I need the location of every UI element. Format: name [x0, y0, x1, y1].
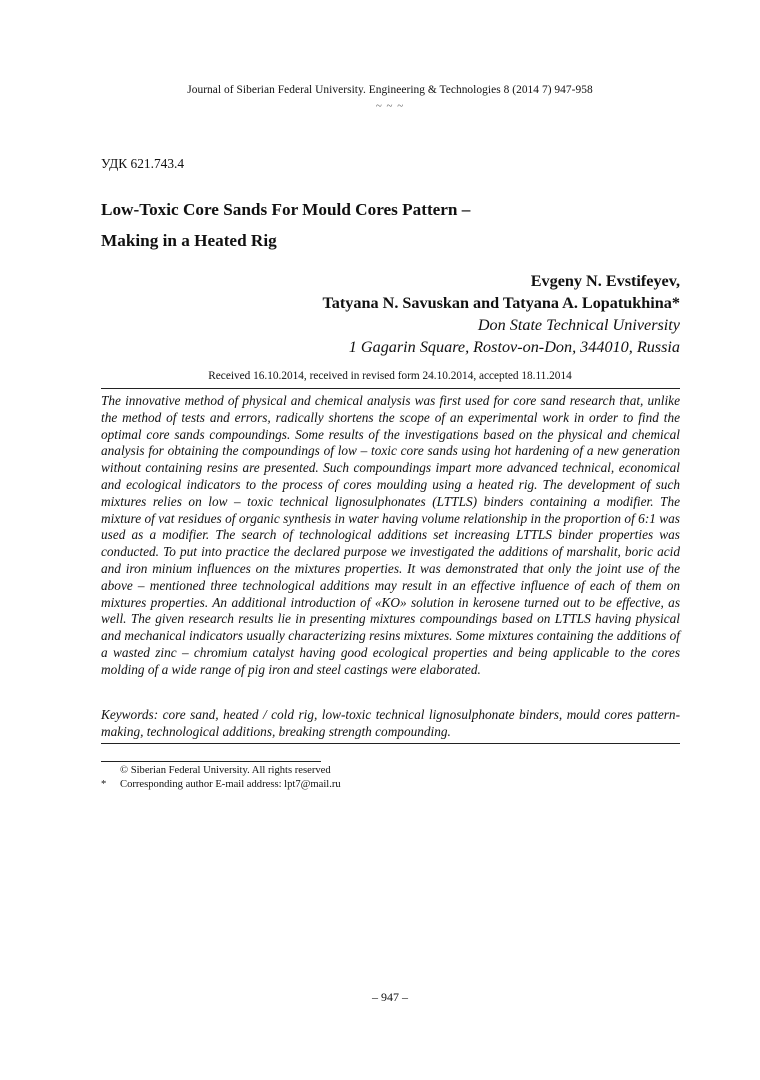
abstract: The innovative method of physical and chemical analysis was first used for core sand research that, unlike the method of tests and errors, radically shortens the scope of an experimental work in order to find the optimal core sands compoundings. Some results of the investigations based on the physical and chemical analysis for obtaining the compoundings of low – toxic core sands using hot hardening of a new generation without containing resins are presented. Such compoundings impart more advanced technical, economical and ecological indicators to the process of cores moulding using a heated rig. The development of such mixtures relies on low – toxic technical lignosulphonates (LTTLS) binders containing a modifier. The mixture of vat residues of organic synthesis in water having volume relationship in the proportion of 6:1 was used as a modifier. The search of technological additions set increasing LTTLS binder properties was conducted. To put into practice the declared purpose we investigated the additions of marshalit, boric acid and iron minium influences on the mixtures properties. It was demonstrated that only the joint use of the above – mentioned three technological additions may result in an effective influence of each of them on mixtures properties. An additional introduction of «KO» solution in kerosene turned out to be effective, as well. The given research results lie in presenting mixtures compoundings based on LTTLS having physical and mechanical indicators usually characterizing resins mixtures. Some mixtures containing the additions of a wasted zinc – chromium catalyst having good ecological properties and being applicable to the cores molding of a wide range of pig iron and steel castings were elaborated. — [101, 393, 680, 677]
footnote-corresponding — [101, 778, 341, 792]
paper-title — [101, 194, 661, 256]
title-line-2: Making in a Heated Rig — [101, 231, 277, 250]
header-ornament: ~ ~ ~ — [375, 100, 405, 112]
authors-line-2: Tatyana N. Savuskan and Tatyana A. Lopatukhina* — [322, 294, 680, 312]
journal-header: Journal of Siberian Federal University. Engineering & Technologies 8 (2014 7) 947-958 — [187, 84, 593, 96]
udk-code: УДК 621.743.4 — [101, 156, 185, 171]
page-number: – 947 – — [372, 990, 408, 1004]
footnote-rule — [101, 761, 321, 762]
copyright-text: © Siberian Federal University. All rights reserved — [120, 765, 331, 776]
title-line-1: Low-Toxic Core Sands For Mould Cores Pattern – — [101, 200, 471, 219]
abstract-top-rule — [101, 388, 680, 389]
corresponding-text: Corresponding author E-mail address: lpt7@mail.ru — [120, 779, 341, 790]
address: 1 Gagarin Square, Rostov-on-Don, 344010, Russia — [348, 338, 680, 356]
affiliation: Don State Technical University — [477, 316, 680, 334]
author-block — [80, 270, 680, 358]
asterisk-mark: * — [101, 779, 107, 790]
authors-line-1: Evgeny N. Evstifeyev, — [530, 272, 680, 290]
keywords: Keywords: core sand, heated / cold rig, low-toxic technical lignosulphonate binders, mould cores pattern-making, technological additions, breaking strength compounding. — [101, 707, 680, 739]
abstract-bottom-rule — [101, 743, 680, 744]
received-dates: Received 16.10.2014, received in revised form 24.10.2014, accepted 18.11.2014 — [208, 370, 572, 382]
footnote-copyright — [101, 764, 331, 778]
